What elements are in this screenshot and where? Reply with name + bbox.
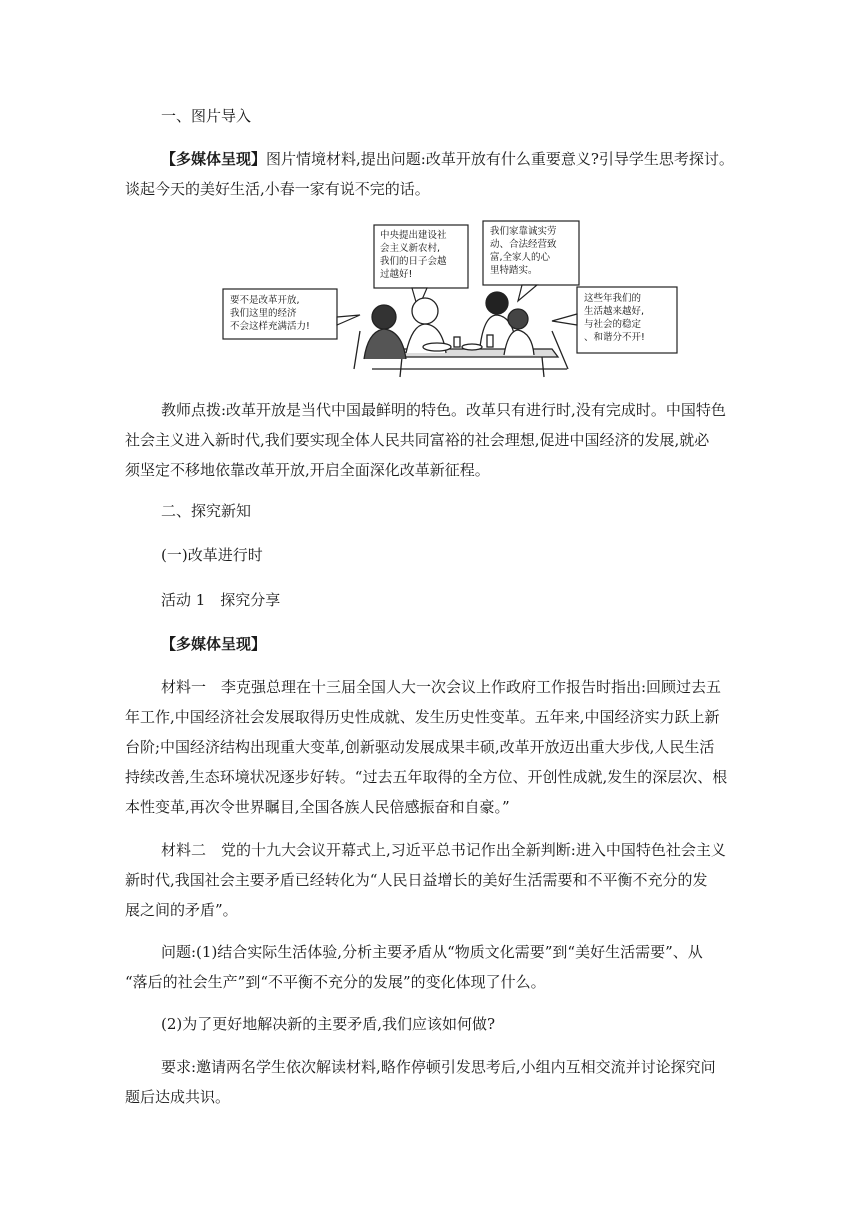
subsection-heading-reform: (一)改革进行时: [161, 546, 263, 564]
multimedia-tag-2: 【多媒体呈现】: [161, 635, 267, 653]
requirement-paragraph: 要求:邀请两名学生依次解读材料,略作停顿引发思考后,小组内互相交流并讨论探究问 题后达成共识。: [125, 1058, 716, 1106]
activity-heading: 活动 1 探究分享: [161, 591, 281, 609]
teacher-note-paragraph: 教师点拨:改革开放是当代中国最鲜明的特色。改革只有进行时,没有完成时。中国特色 社会主义进入新时代,我们要实现全体人民共同富裕的社会理想,促进中国经济的发展,就必 须坚定不移地依靠改革开放,开启全面深化改革新征程。: [125, 401, 726, 479]
bubble-right-text: 这些年我们的 生活越来越好, 与社会的稳定 、和谐分不开!: [584, 293, 645, 343]
family-cartoon-illustration: [222, 219, 678, 379]
question-one-paragraph: 问题:(1)结合实际生活体验,分析主要矛盾从“物质文化需要”到“美好生活需要”、从 “落后的社会生产”到“不平衡不充分的发展”的变化体现了什么。: [125, 943, 703, 991]
material-one-paragraph: 材料一 李克强总理在十三届全国人大一次会议上作政府工作报告时指出:回顾过去五 年工作,中国经济社会发展取得历史性成就、发生历史性变革。五年来,中国经济实力跃上新 台阶;中国经济结构出现重大变革,创新驱动发展成果丰硕,改革开放迈出重大步伐,人民生活 持续改善,生态环境状况逐步好转。“过去五年取得的全方位、开创性成就,发生的深层次、根 本性变革,再次令世界瞩目,全国各族人民倍感振奋和自豪。”: [125, 678, 728, 816]
multimedia-tag: 【多媒体呈现】: [161, 150, 267, 168]
bubble-top-right-text: 我们家靠诚实劳 动、合法经营致 富,全家人的心 里特踏实。: [490, 226, 557, 276]
bubble-left-text: 要不是改革开放, 我们这里的经济 不会这样充满活力!: [230, 295, 310, 332]
section-heading-picture-intro: 一、图片导入: [161, 107, 252, 125]
question-two-paragraph: (2)为了更好地解决新的主要矛盾,我们应该如何做?: [161, 1015, 496, 1033]
intro-paragraph: 【多媒体呈现】图片情境材料,提出问题:改革开放有什么重要意义?引导学生思考探讨。 谈起今天的美好生活,小春一家有说不完的话。: [125, 150, 734, 198]
bubble-top-center-text: 中央提出建设社 会主义新农村, 我们的日子会越 过越好!: [380, 230, 447, 280]
material-two-paragraph: 材料二 党的十九大会议开幕式上,习近平总书记作出全新判断:进入中国特色社会主义 新时代,我国社会主要矛盾已经转化为“人民日益增长的美好生活需要和不平衡不充分的发 展之间的矛盾”。: [125, 841, 726, 919]
section-heading-explore: 二、探究新知: [161, 502, 252, 520]
